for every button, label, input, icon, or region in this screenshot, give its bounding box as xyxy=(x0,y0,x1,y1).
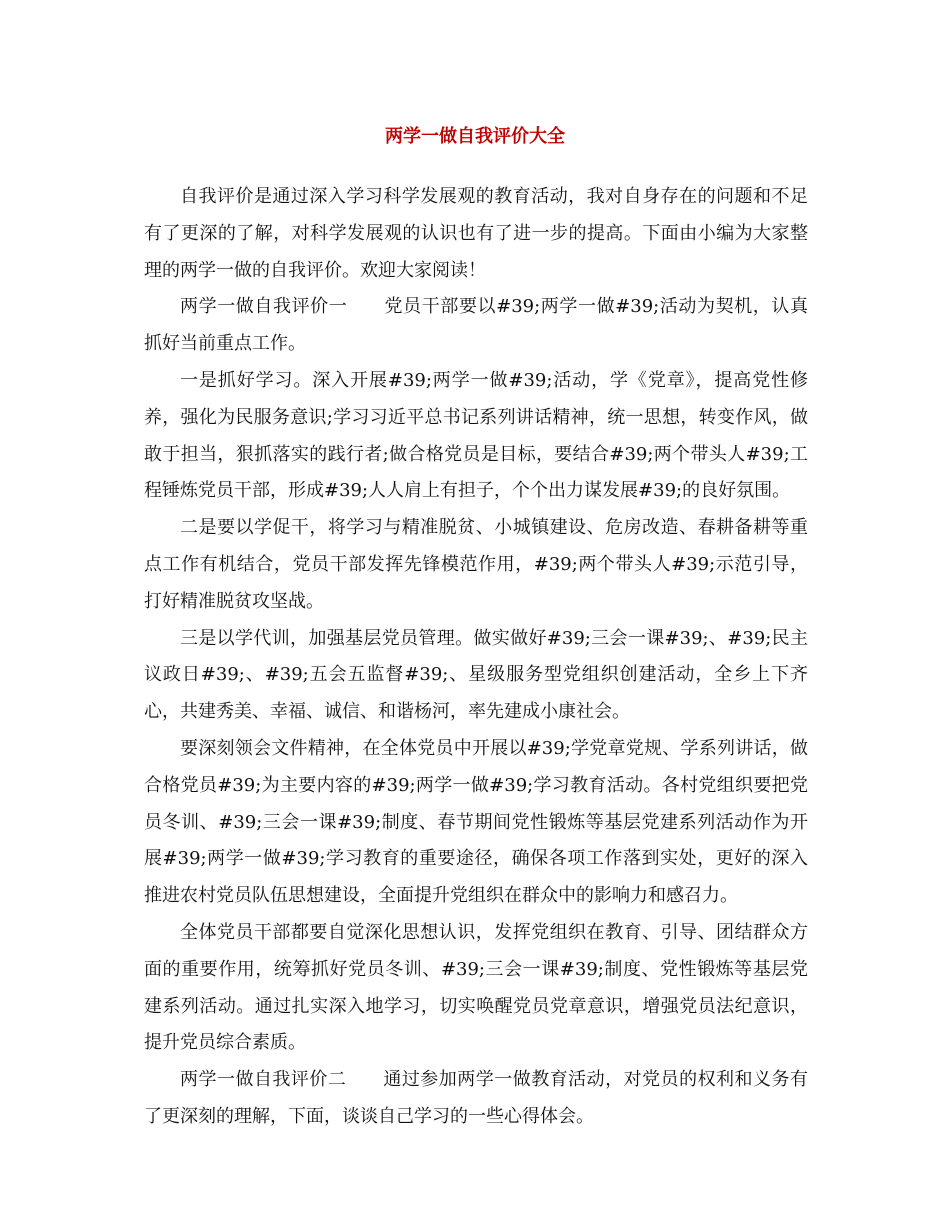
paragraph-point-one: 一是抓好学习。深入开展#39;两学一做#39;活动，学《党章》，提高党性修养，强化为民服务意识;学习习近平总书记系列讲话精神，统一思想，转变作风，做敢于担当，狠抓落实的践行者;做合格党员是目标，要结合#39;两个带头人#39;工程锤炼党员干部，形成#39;人人肩上有担子，个个出力谋发展#39;的良好氛围。 xyxy=(144,369,808,502)
document-body xyxy=(144,179,808,1136)
paragraph-document-spirit: 要深刻领会文件精神，在全体党员中开展以#39;学党章党规、学系列讲话，做合格党员#39;为主要内容的#39;两学一做#39;学习教育活动。各村党组织要把党员冬训、#39;三会一课#39;制度、春节期间党性锻炼等基层党建系列活动作为开展#39;两学一做#39;学习教育的重要途径，确保各项工作落到实处，更好的深入推进农村党员队伍思想建设，全面提升党组织在群众中的影响力和感召力。 xyxy=(144,737,808,907)
paragraph-intro: 自我评价是通过深入学习科学发展观的教育活动，我对自身存在的问题和不足有了更深的了解，对科学发展观的认识也有了进一步的提高。下面由小编为大家整理的两学一做的自我评价。欢迎大家阅读！ xyxy=(144,186,808,281)
paragraph-point-three: 三是以学代训，加强基层党员管理。做实做好#39;三会一课#39;、#39;民主议政日#39;、#39;五会五监督#39;、星级服务型党组织创建活动，全乡上下齐心，共建秀美、幸福、诚信、和谐杨河，率先建成小康社会。 xyxy=(144,627,808,723)
document-title: 两学一做自我评价大全 xyxy=(385,126,565,147)
paragraph-evaluation-two-heading: 两学一做自我评价二 通过参加两学一做教育活动，对党员的权利和义务有了更深刻的理解，下面，谈谈自己学习的一些心得体会。 xyxy=(144,1069,808,1127)
paragraph-all-cadres: 全体党员干部都要自觉深化思想认识，发挥党组织在教育、引导、团结群众方面的重要作用，统筹抓好党员冬训、#39;三会一课#39;制度、党性锻炼等基层党建系列活动。通过扎实深入地学习，切实唤醒党员党章意识，增强党员法纪意识，提升党员综合素质。 xyxy=(144,921,808,1054)
paragraph-point-two: 二是要以学促干，将学习与精准脱贫、小城镇建设、危房改造、春耕备耕等重点工作有机结合，党员干部发挥先锋模范作用，#39;两个带头人#39;示范引导，打好精准脱贫攻坚战。 xyxy=(144,517,808,612)
paragraph-evaluation-one-heading: 两学一做自我评价一 党员干部要以#39;两学一做#39;活动为契机，认真抓好当前重点工作。 xyxy=(144,296,808,355)
